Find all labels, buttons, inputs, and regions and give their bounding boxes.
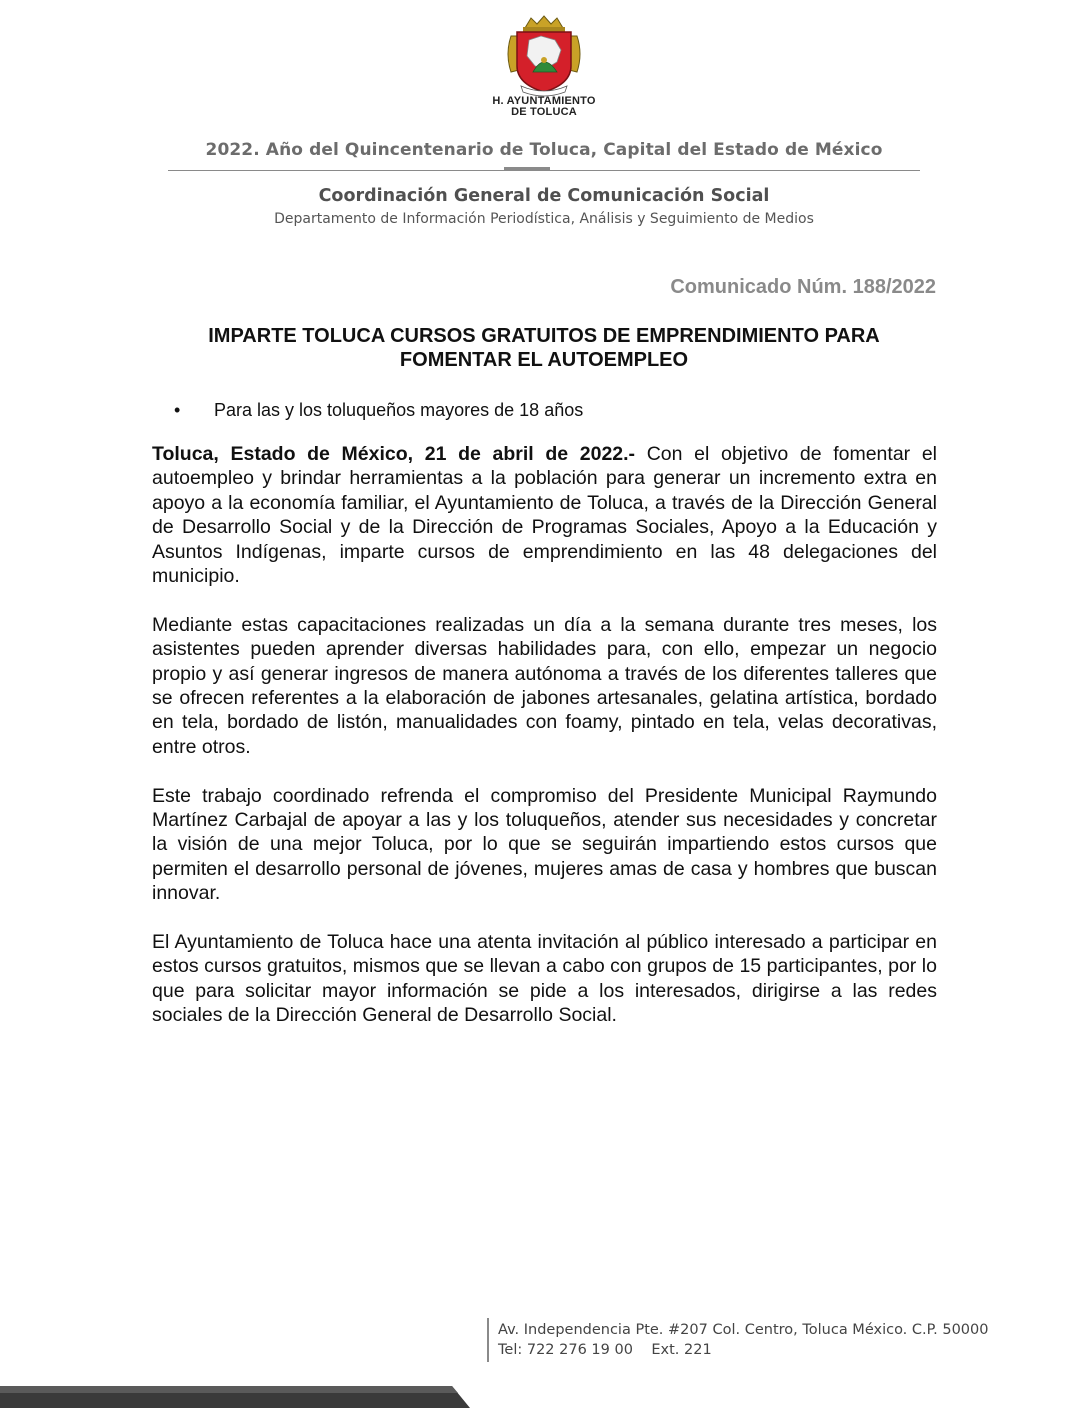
paragraph-3: Este trabajo coordinado refrenda el compromiso del Presidente Municipal Raymundo Martínez Carbajal de apoyar a las y los toluqueños, atender sus necesidades y concretar la visión de una mejor Toluca, por lo que se seguirán impartiendo estos cursos que permiten el desarrollo personal de jóvenes, mujeres amas de casa y hombres que buscan innovar. [152,784,937,905]
communique-number: Comunicado Núm. 188/2022 [670,276,936,298]
header-divider-accent [504,167,550,170]
header-divider [168,170,920,171]
paragraph-4: El Ayuntamiento de Toluca hace una atenta invitación al público interesado a participar en estos cursos gratuitos, mismos que se llevan a cabo con grupos de 15 participantes, por lo que para solicitar mayor información se pide a los interesados, dirigirse a las redes sociales de la Dirección General de Desarrollo Social. [152,931,937,1027]
headline [160,324,928,372]
bullet-icon: • [174,400,181,420]
year-motto: 2022. Año del Quincentenario de Toluca, Capital del Estado de México [205,140,883,160]
footer-divider [487,1318,489,1362]
paragraph-2: Mediante estas capacitaciones realizadas un día a la semana durante tres meses, los asistentes pueden aprender diversas habilidades para, con ello, empezar un negocio propio y así generar ingresos de manera autónoma a través de los diferentes talleres que se ofrecen referentes a la elaboración de jabones artesanales, gelatina artística, bordado en tela, bordado de listón, manualidades con foamy, pintado en tela, velas decorativas, entre otros. [152,613,937,758]
paragraph-1 [152,442,937,588]
headline-line2: FOMENTAR EL AUTOEMPLEO [399,349,689,371]
footer-address: Av. Independencia Pte. #207 Col. Centro, Toluca México. C.P. 50000 [498,1322,989,1338]
footer-contact [498,1320,988,1360]
organization-name-line2: DE TOLUCA [511,106,577,118]
dateline: Toluca, Estado de México, 21 de abril de 2022.- [152,443,636,465]
bullet-text: Para las y los toluqueños mayores de 18 años [214,400,584,420]
toluca-coat-of-arms-icon [503,14,585,98]
bullet-item [174,398,874,422]
organization-name-line1: H. AYUNTAMIENTO [492,95,596,107]
article-body [152,442,937,1052]
footer-phone: Tel: 722 276 19 00 Ext. 221 [498,1342,712,1358]
bottom-decorative-band [0,1386,470,1408]
organization-name [444,96,644,118]
headline-line1: IMPARTE TOLUCA CURSOS GRATUITOS DE EMPRENDIMIENTO PARA [208,325,880,347]
coordination-title: Coordinación General de Comunicación Social [318,186,770,206]
paragraph-1-text: Con el objetivo de fomentar el autoempleo y brindar herramientas a la población para generar un incremento extra en apoyo a la economía familiar, el Ayuntamiento de Toluca, a través de la Dirección General de Desarrollo Social y de la Dirección de Programas Sociales, Apoyo a la Educación y Asuntos Indígenas, imparte cursos de emprendimiento en las 48 delegaciones del municipio. [152,443,937,588]
coordination-subtitle: Departamento de Información Periodística, Análisis y Seguimiento de Medios [274,211,814,227]
